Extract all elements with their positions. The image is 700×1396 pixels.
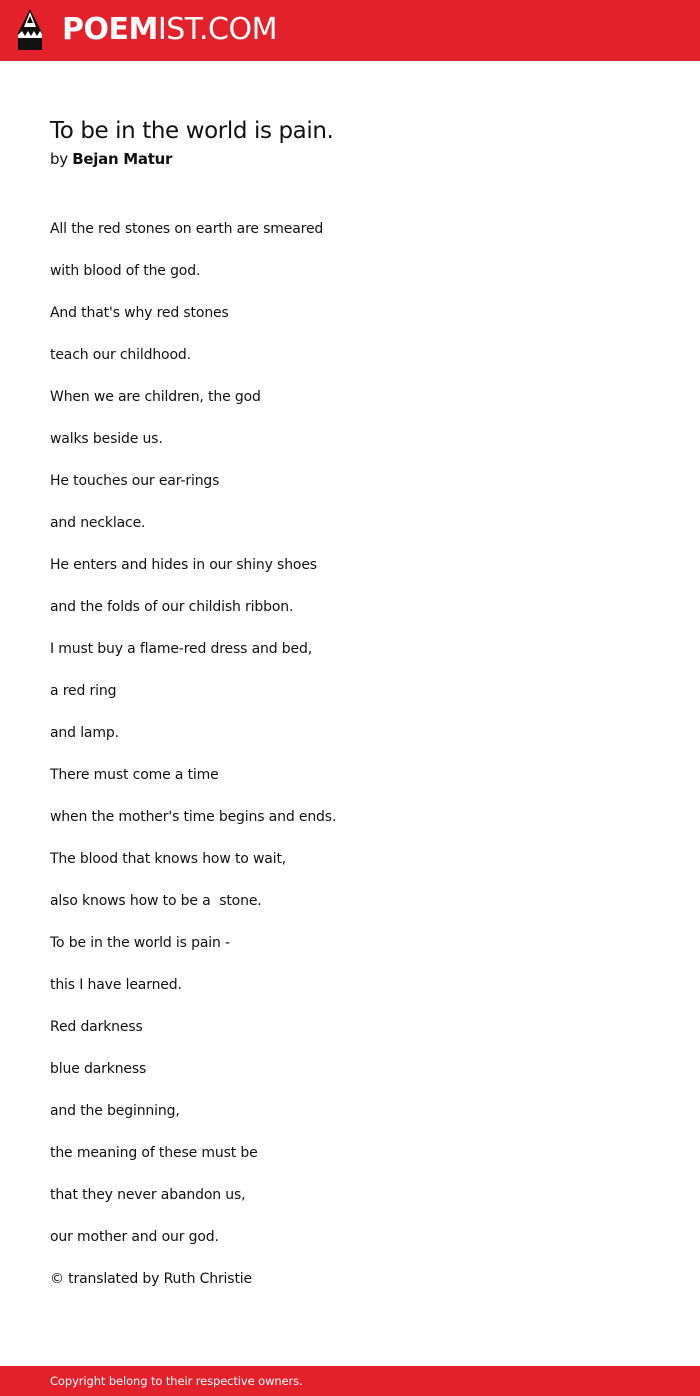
poem-body (50, 218, 336, 1310)
poem-title: To be in the world is pain. (50, 118, 334, 144)
poem-line: this I have learned. (50, 977, 182, 993)
poem-line: a red ring (50, 683, 117, 699)
copyright-notice: Copyright belong to their respective owners. (50, 1374, 303, 1388)
poem-line: our mother and our god. (50, 1229, 219, 1245)
poem-line: blue darkness (50, 1061, 147, 1077)
poem-line: And that's why red stones (50, 305, 229, 321)
poem-line: I must buy a flame-red dress and bed, (50, 641, 313, 657)
poem-byline (50, 148, 172, 170)
poem-line: All the red stones on earth are smeared (50, 221, 324, 237)
poem-line: To be in the world is pain - (50, 935, 230, 951)
site-footer (0, 1366, 700, 1396)
poem-line: He enters and hides in our shiny shoes (50, 557, 317, 573)
by-label: by (50, 150, 68, 168)
poem-line: teach our childhood. (50, 347, 191, 363)
poem-line: When we are children, the god (50, 389, 261, 405)
author-link[interactable]: Bejan Matur (72, 150, 173, 168)
poem-line: He touches our ear-rings (50, 473, 220, 489)
pencil-tip-icon[interactable] (17, 9, 43, 51)
poem-line: also knows how to be a stone. (50, 893, 262, 909)
site-logo-link[interactable] (62, 11, 277, 49)
site-header (0, 0, 700, 61)
logo-text-bold: POEM (62, 12, 158, 47)
poem-line: and lamp. (50, 725, 119, 741)
poem-line: and the folds of our childish ribbon. (50, 599, 294, 615)
poem-line: and the beginning, (50, 1103, 180, 1119)
logo-text-light: IST.COM (157, 12, 277, 47)
poem-line: © translated by Ruth Christie (50, 1271, 252, 1287)
poem-line: the meaning of these must be (50, 1145, 258, 1161)
poem-line: The blood that knows how to wait, (50, 851, 287, 867)
poem-line: that they never abandon us, (50, 1187, 246, 1203)
poem-line: Red darkness (50, 1019, 143, 1035)
poem-line: and necklace. (50, 515, 146, 531)
poem-line: walks beside us. (50, 431, 163, 447)
poem-line: when the mother's time begins and ends. (50, 809, 337, 825)
poem-line: There must come a time (50, 767, 219, 783)
poem-line: with blood of the god. (50, 263, 201, 279)
